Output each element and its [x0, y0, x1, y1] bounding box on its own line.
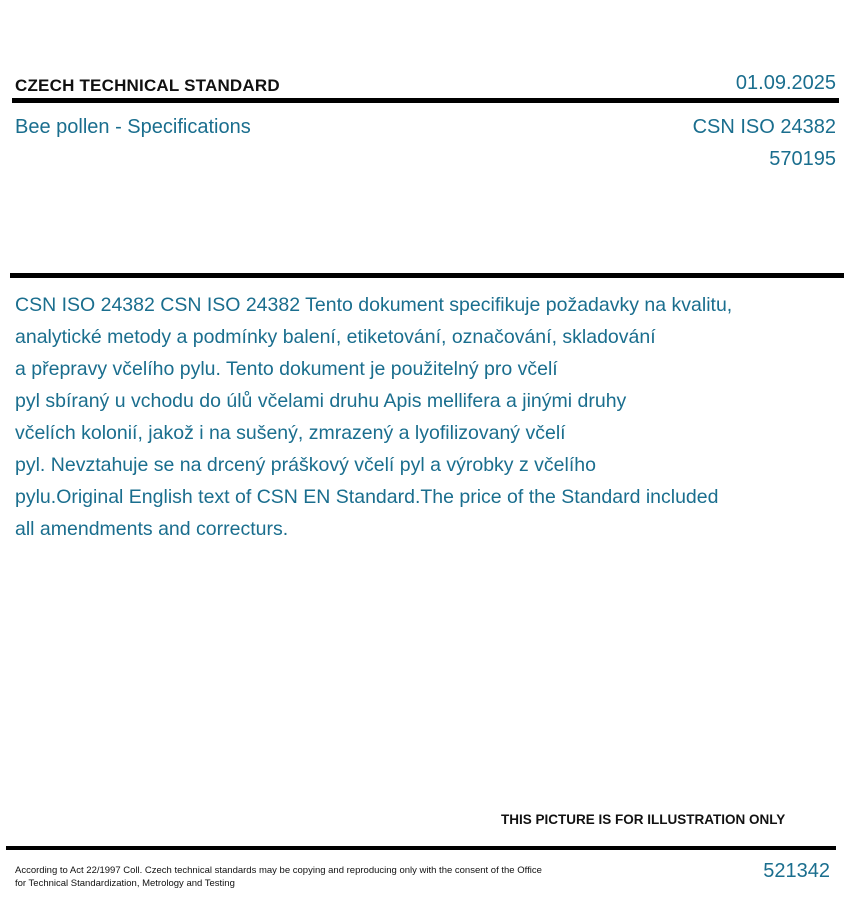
- section-divider: [10, 273, 844, 278]
- description-line: a přepravy včelího pylu. Tento dokument je použitelný pro včelí: [15, 358, 558, 380]
- header-label: CZECH TECHNICAL STANDARD: [15, 76, 280, 95]
- description-text: [15, 289, 855, 545]
- footer-divider: [6, 846, 836, 850]
- document-title: Bee pollen - Specifications: [15, 116, 251, 138]
- description-line: pyl. Nevztahuje se na drcený práškový včelí pyl a výrobky z včelího: [15, 454, 596, 476]
- description-line: analytické metody a podmínky balení, etiketování, označování, skladování: [15, 326, 656, 348]
- description-line: all amendments and correcturs.: [15, 518, 289, 540]
- publication-date: 01.09.2025: [735, 72, 836, 94]
- legal-notice-line: for Technical Standardization, Metrology and Testing: [15, 878, 235, 889]
- header-divider: [12, 98, 839, 103]
- legal-notice-line: According to Act 22/1997 Coll. Czech technical standards may be copying and reproducing only with the consent of the Office: [15, 865, 542, 876]
- description-line: CSN ISO 24382 CSN ISO 24382 Tento dokument specifikuje požadavky na kvalitu,: [15, 294, 733, 316]
- catalog-number: 570195: [769, 148, 836, 170]
- description-line: pyl sbíraný u vchodu do úlů včelami druhu Apis mellifera a jinými druhy: [15, 390, 627, 412]
- description-line: včelích kolonií, jakož i na sušený, zmrazený a lyofilizovaný včelí: [15, 422, 566, 444]
- illustration-note: THIS PICTURE IS FOR ILLUSTRATION ONLY: [501, 812, 786, 827]
- description-line: pylu.Original English text of CSN EN Standard.The price of the Standard included: [15, 486, 719, 508]
- footer-number: 521342: [763, 860, 830, 882]
- legal-notice: [15, 864, 595, 890]
- standard-code: CSN ISO 24382: [692, 116, 836, 138]
